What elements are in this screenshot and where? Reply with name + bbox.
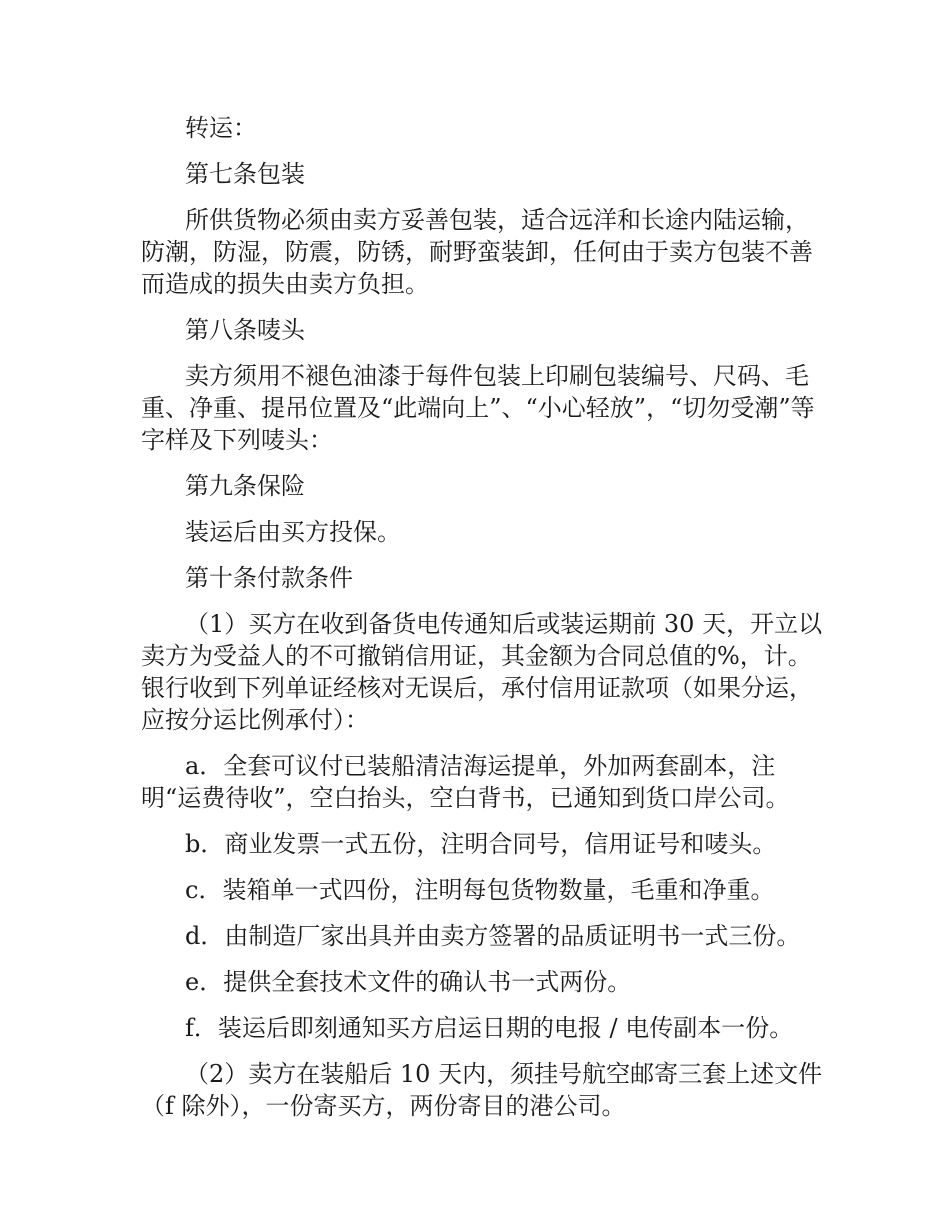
heading-article-10-payment: 第十条付款条件 — [185, 564, 353, 592]
paragraph-marks-terms: 卖方须用不褪色油漆于每件包装上印刷包装编号、尺码、毛重、净重、提吊位置及“此端向上”、“小心轻放”，“切勿受潮”等字样及下列唛头： — [141, 362, 815, 454]
paragraph-packing-terms: 所供货物必须由卖方妥善包装，适合远洋和长途内陆运输，防潮，防湿，防震，防锈，耐野蛮装卸，任何由于卖方包装不善而造成的损失由卖方负担。 — [141, 206, 813, 298]
heading-article-7-packing: 第七条包装 — [185, 160, 305, 188]
paragraph-payment-item-a: a．全套可议付已装船清洁海运提单，外加两套副本，注明“运费待收”，空白抬头，空白背书，已通知到货口岸公司。 — [141, 752, 790, 812]
paragraph-transshipment: 转运： — [185, 114, 257, 142]
paragraph-payment-clause-1: （1）买方在收到备货电传通知后或装运期前 30 天，开立以卖方为受益人的不可撤销信用证，其金额为合同总值的%，计。银行收到下列单证经核对无误后，承付信用证款项（如果分运，应按分运比例承付）： — [141, 610, 823, 734]
paragraph-payment-item-e: e．提供全套技术文件的确认书一式两份。 — [185, 968, 632, 996]
paragraph-payment-item-d: d．由制造厂家出具并由卖方签署的品质证明书一式三份。 — [185, 922, 801, 950]
paragraph-payment-clause-2: （2）卖方在装船后 10 天内，须挂号航空邮寄三套上述文件（f 除外），一份寄买方，两份寄目的港公司。 — [141, 1060, 823, 1120]
paragraph-insurance-terms: 装运后由买方投保。 — [185, 518, 401, 546]
heading-article-9-insurance: 第九条保险 — [185, 472, 305, 500]
heading-article-8-marks: 第八条唛头 — [185, 316, 305, 344]
paragraph-payment-item-f: f．装运后即刻通知买方启运日期的电报 / 电传副本一份。 — [185, 1014, 794, 1042]
paragraph-payment-item-b: b．商业发票一式五份，注明合同号，信用证号和唛头。 — [185, 830, 777, 858]
paragraph-payment-item-c: c．装箱单一式四份，注明每包货物数量，毛重和净重。 — [185, 876, 775, 904]
